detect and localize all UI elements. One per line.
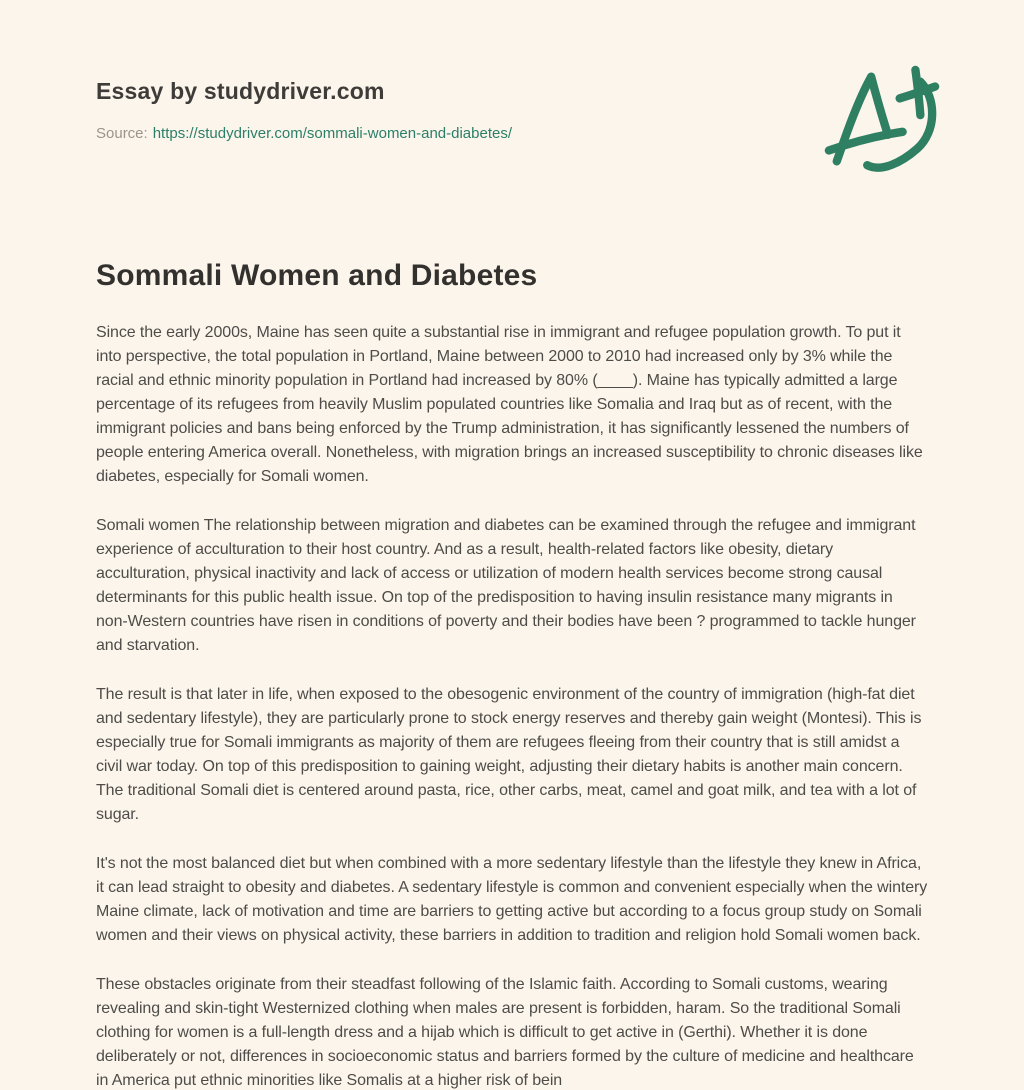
- source-line: [96, 124, 928, 144]
- source-label: Source:: [96, 125, 148, 142]
- essay-body: [96, 321, 928, 1090]
- essay-title: Sommali Women and Diabetes: [96, 259, 538, 292]
- a-plus-logo-icon: [824, 62, 940, 180]
- essay-paragraph-5: These obstacles originate from their steadfast following of the Islamic faith. According to Somali customs, wearing revealing and skin-tight Westernized clothing when males are present is forbidden, haram. So the traditional Somali clothing for women is a full-length dress and a hijab which is difficult to get active in (Gerthi). Whether it is done deliberately or not, differences in socioeconomic status and barriers formed by the culture of medicine and healthcare in America put ethnic minorities like Somalis at a higher risk of bein: [96, 976, 914, 1089]
- essay-paragraph-3: The result is that later in life, when exposed to the obesogenic environment of the country of immigration (high-fat diet and sedentary lifestyle), they are particularly prone to stock energy reserves and thereby gain weight (Montesi). This is especially true for Somali immigrants as majority of them are refugees fleeing from their country that is still amidst a civil war today. On top of this predisposition to gaining weight, adjusting their dietary habits is another main concern. The traditional Somali diet is centered around pasta, rice, other carbs, meat, camel and goat milk, and tea with a lot of sugar.: [96, 686, 922, 823]
- essay-paragraph-4: It's not the most balanced diet but when combined with a more sedentary lifestyle than the lifestyle they knew in Africa, it can lead straight to obesity and diabetes. A sedentary lifestyle is common and convenient especially when the wintery Maine climate, lack of motivation and time are barriers to getting active but according to a focus group study on Somali women and their views on physical activity, these barriers in addition to tradition and religion hold Somali women back.: [96, 855, 928, 944]
- byline-heading: Essay by studydriver.com: [96, 78, 385, 104]
- page-header: [96, 0, 928, 144]
- essay-paragraph-1: Since the early 2000s, Maine has seen quite a substantial rise in immigrant and refugee population growth. To put it into perspective, the total population in Portland, Maine between 2000 to 2010 had increased only by 3% while the racial and ethnic minority population in Portland had increased by 80% (____). Maine has typically admitted a large percentage of its refugees from heavily Muslim populated countries like Somalia and Iraq but as of recent, with the immigrant policies and bans being enforced by the Trump administration, it has significantly lessened the numbers of people entering America overall. Nonetheless, with migration brings an increased susceptibility to chronic diseases like diabetes, especially for Somali women.: [96, 324, 923, 485]
- source-url-link[interactable]: https://studydriver.com/sommali-women-and-diabetes/: [152, 125, 513, 142]
- essay-paragraph-2: Somali women The relationship between migration and diabetes can be examined through the refugee and immigrant experience of acculturation to their host country. And as a result, health-related factors like obesity, dietary acculturation, physical inactivity and lack of access or utilization of modern health services become strong causal determinants for this public health issue. On top of the predisposition to having insulin resistance many migrants in non-Western countries have risen in conditions of poverty and their bodies have been ? programmed to tackle hunger and starvation.: [96, 517, 916, 654]
